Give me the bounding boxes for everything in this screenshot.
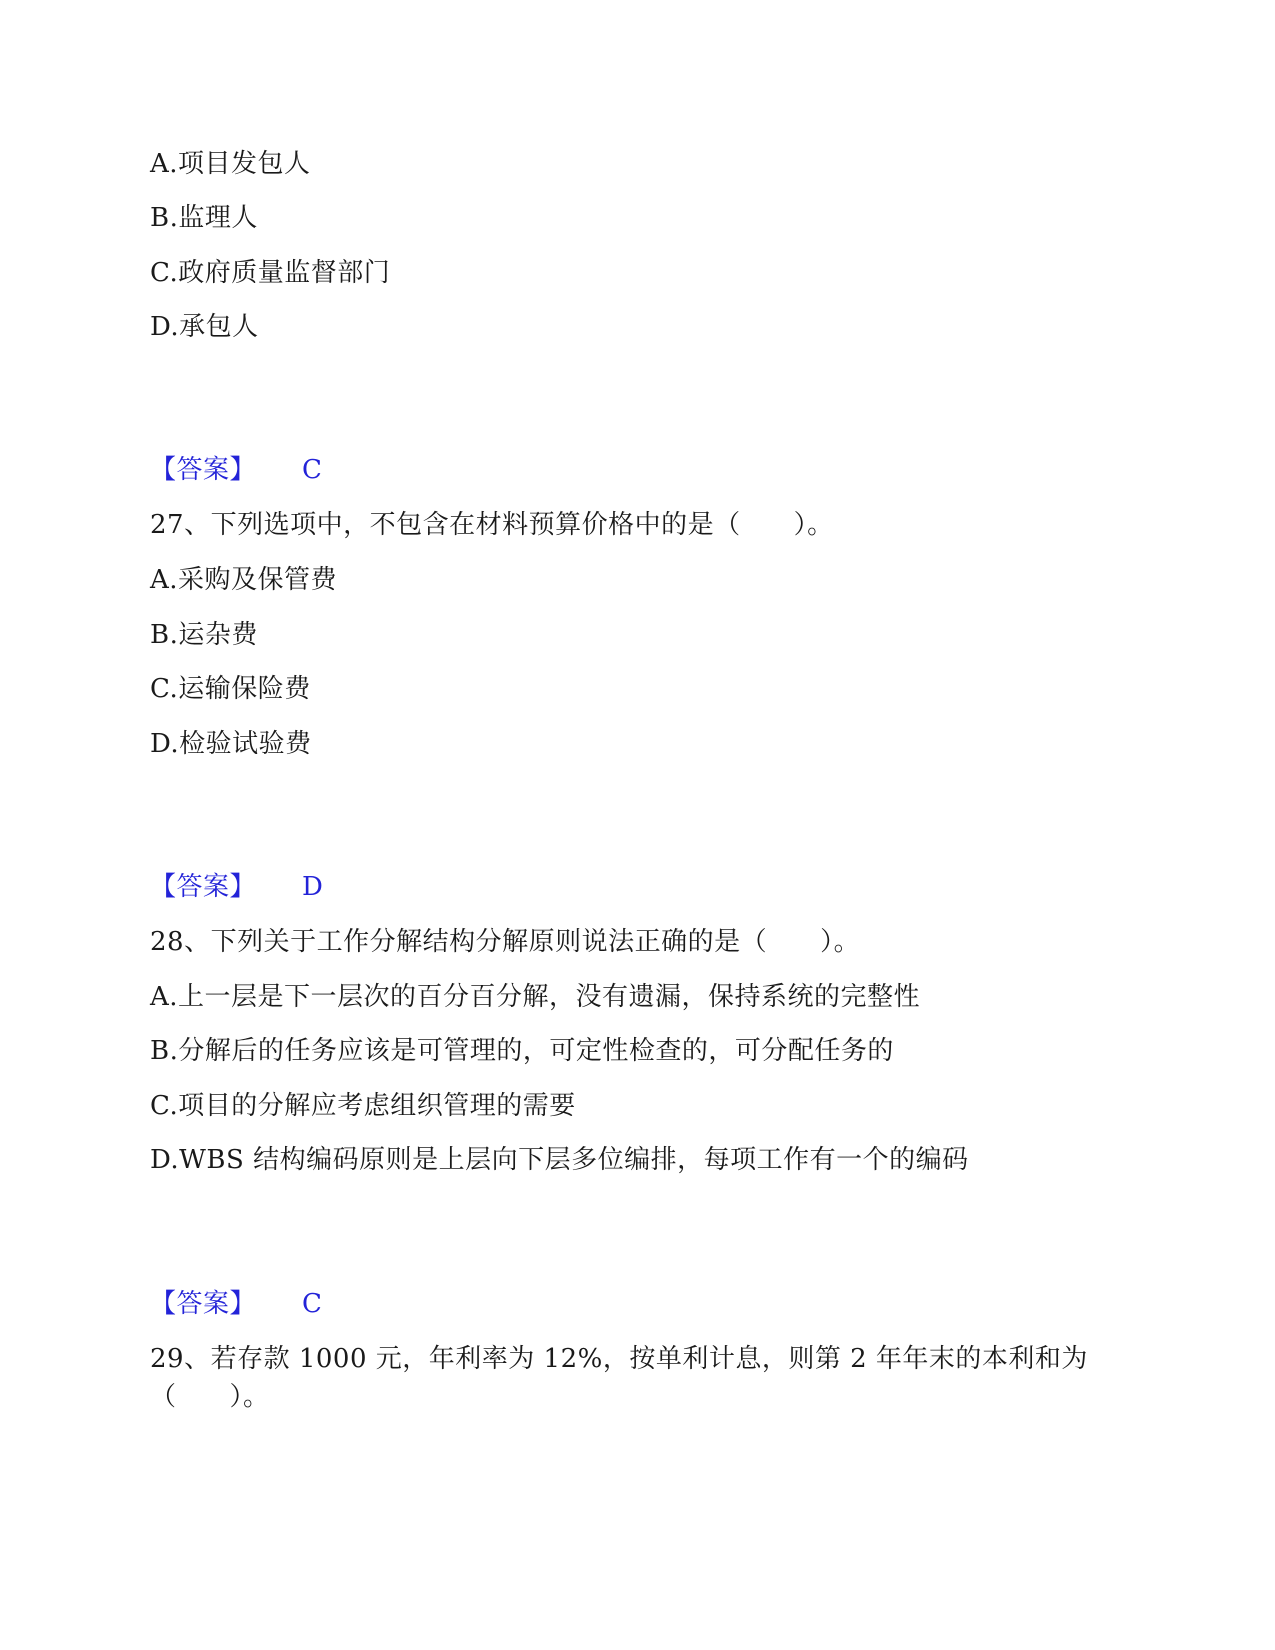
q26-answer [150,453,322,487]
q26-option-c: C.政府质量监督部门 [150,258,391,288]
q28-question: 28、下列关于工作分解结构分解原则说法正确的是（ ）。 [150,927,861,957]
q27-option-b: B.运杂费 [150,620,258,650]
q28-option-d: D.WBS 结构编码原则是上层向下层多位编排，每项工作有一个的编码 [150,1145,969,1175]
q28-answer [150,1287,322,1321]
q27-option-d: D.检验试验费 [150,729,312,759]
answer-label: 【答案】 [150,1289,257,1319]
q26-option-b: B.监理人 [150,203,258,233]
q29-question-line1: 29、若存款 1000 元，年利率为 12%，按单利计息，则第 2 年年末的本利和为 [150,1344,1088,1374]
q26-option-a: A.项目发包人 [150,149,311,179]
q28-option-a: A.上一层是下一层次的百分百分解，没有遗漏，保持系统的完整性 [150,982,921,1012]
q27-option-a: A.采购及保管费 [150,565,338,595]
answer-label: 【答案】 [150,455,257,485]
answer-label: 【答案】 [150,872,257,902]
q27-answer [150,870,323,904]
answer-value: C [302,455,323,485]
answer-value: D [302,872,324,902]
q28-option-b: B.分解后的任务应该是可管理的，可定性检查的，可分配任务的 [150,1036,894,1066]
q26-option-d: D.承包人 [150,312,259,342]
answer-value: C [302,1289,323,1319]
q27-option-c: C.运输保险费 [150,674,311,704]
q28-option-c: C.项目的分解应考虑组织管理的需要 [150,1091,576,1121]
q27-question: 27、下列选项中，不包含在材料预算价格中的是（ ）。 [150,510,834,540]
q29-question-line2: （ ）。 [150,1382,270,1412]
